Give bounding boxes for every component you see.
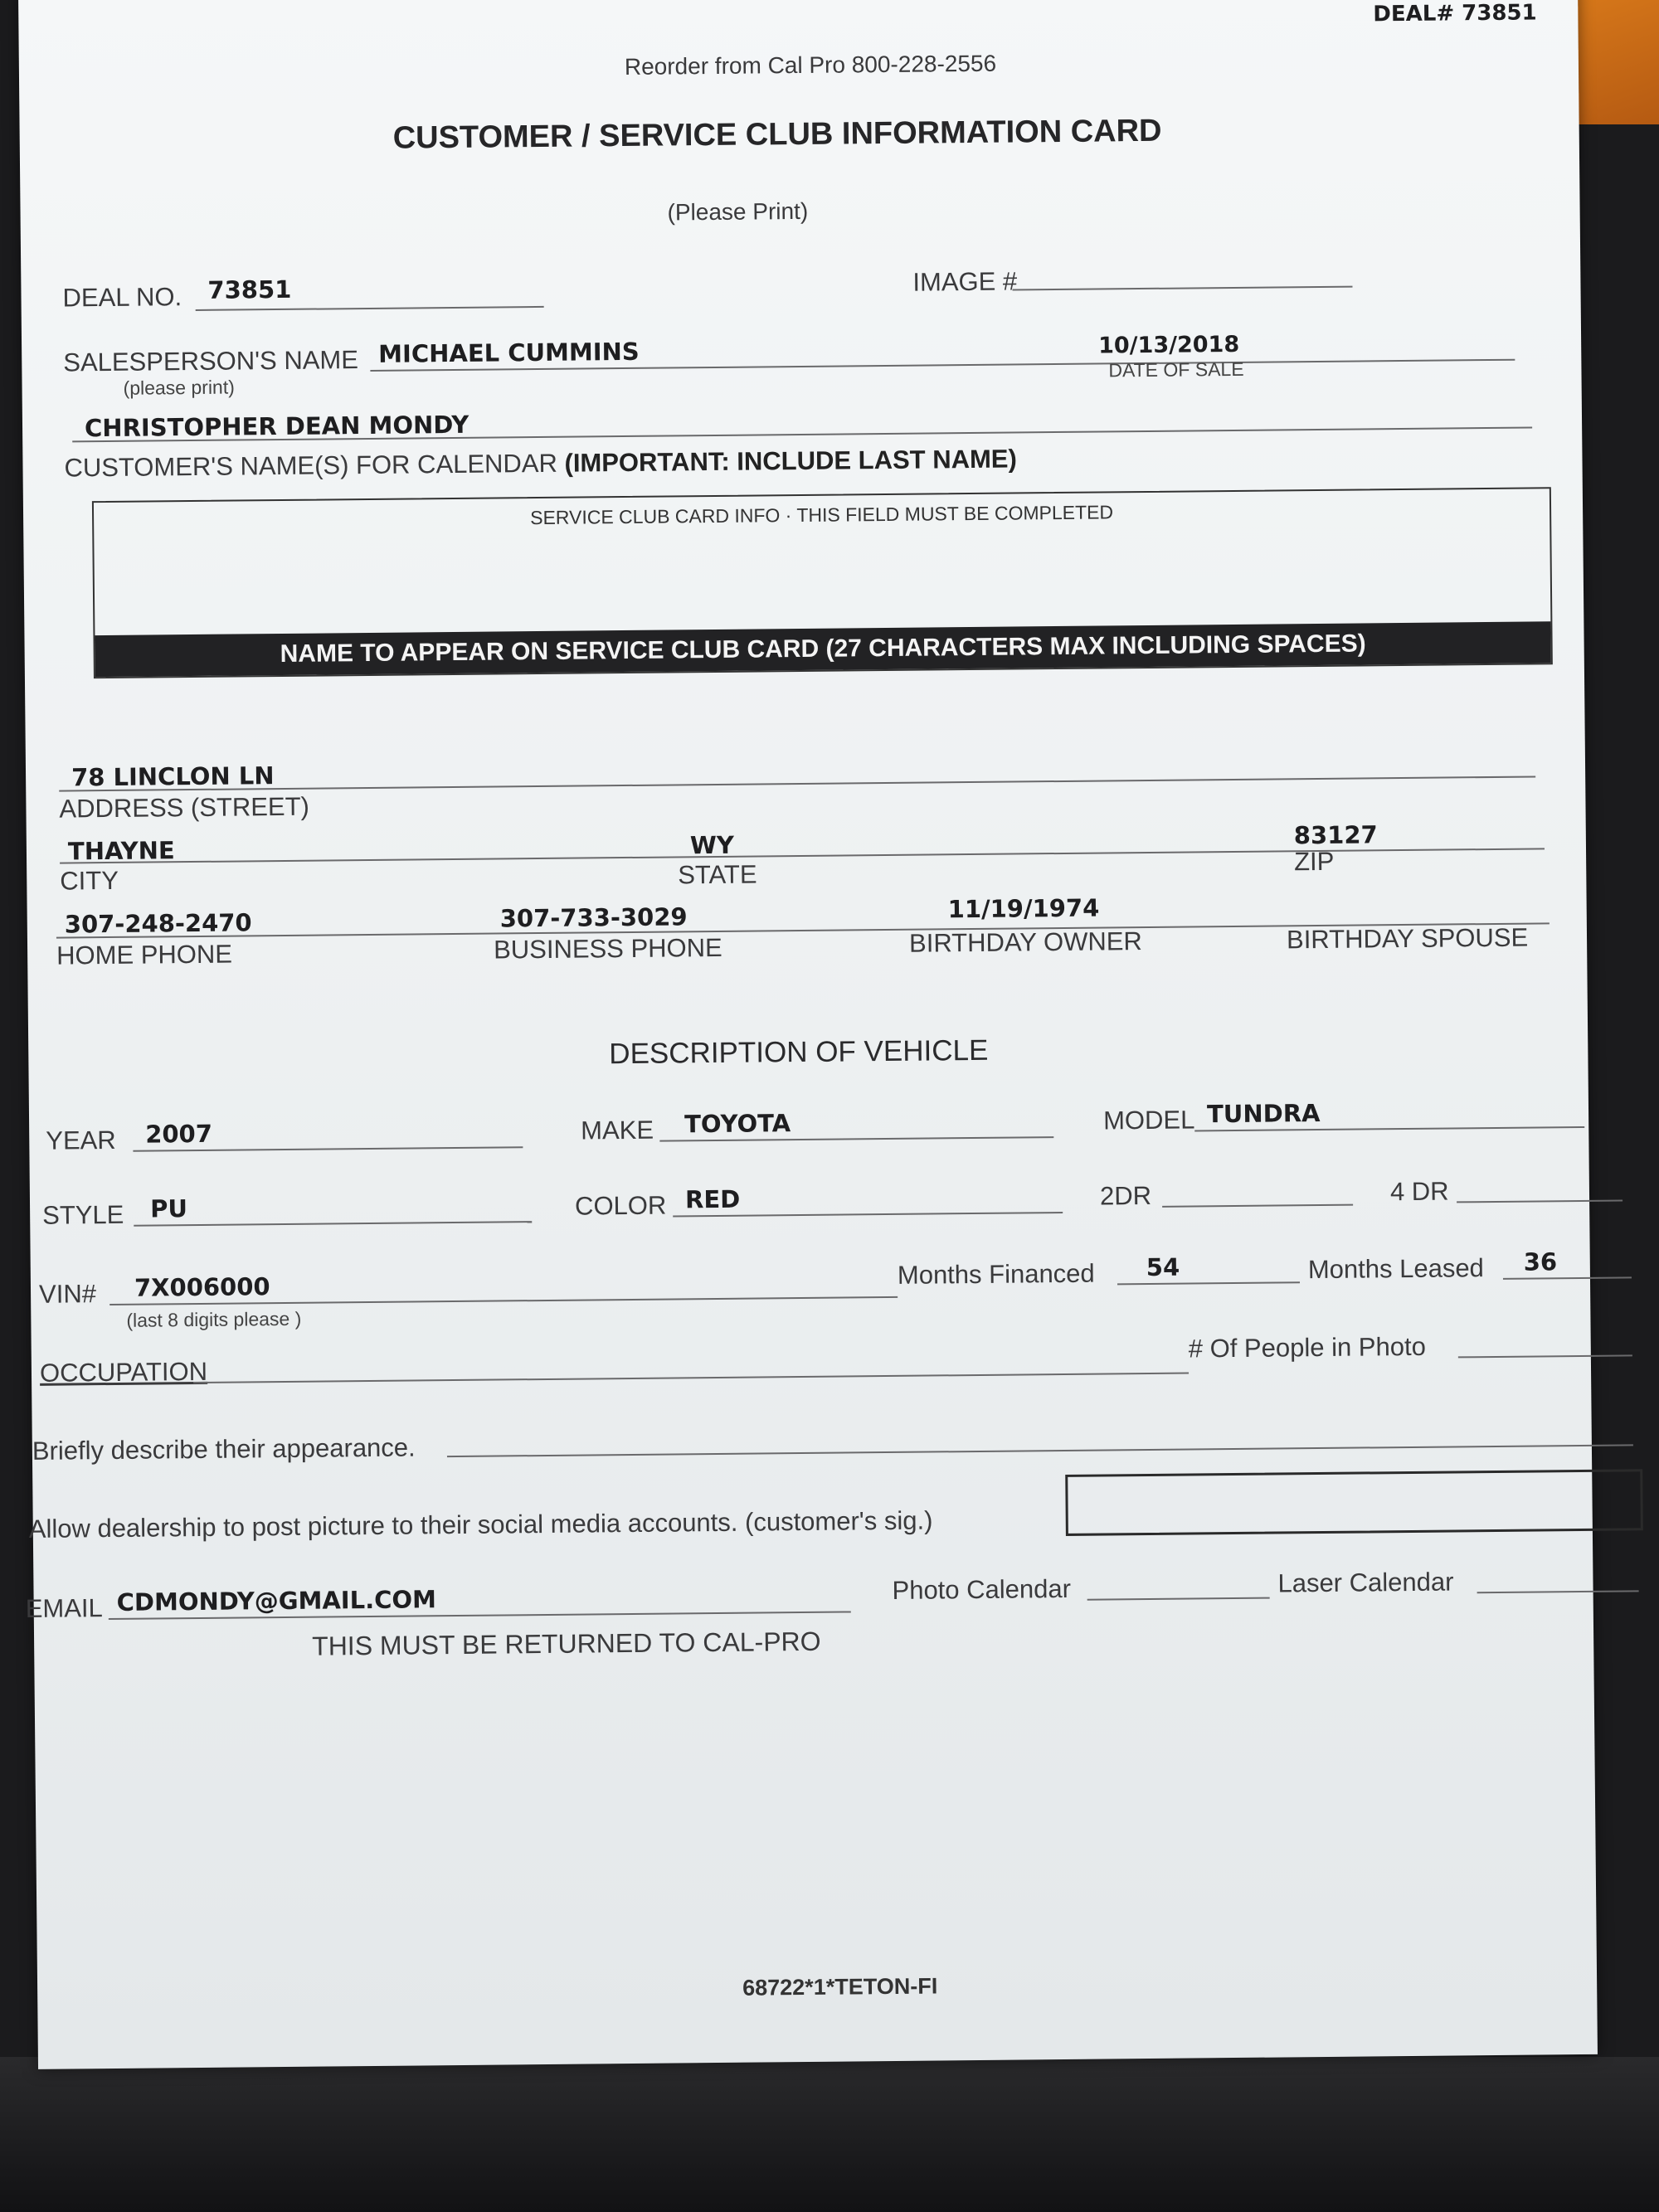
email-value[interactable]: CDMONDY@GMAIL.COM [116,1585,437,1616]
state-value[interactable]: WY [689,830,735,860]
laser-calendar-label: Laser Calendar [1277,1567,1454,1598]
date-of-sale-value[interactable]: 10/13/2018 [1098,331,1240,359]
style-label: STYLE [41,1199,124,1230]
months-financed-label: Months Financed [897,1258,1095,1290]
form-paper [18,0,1598,2069]
customer-name-label: CUSTOMER'S NAME(S) FOR CALENDAR (IMPORTANT: INCLUDE LAST NAME) [64,444,1017,483]
home-phone-label: HOME PHONE [56,939,233,970]
make-label: MAKE [581,1115,654,1145]
make-value[interactable]: TOYOTA [684,1109,791,1139]
address-label: ADDRESS (STREET) [59,791,310,824]
photo-calendar-label: Photo Calendar [892,1573,1072,1605]
business-phone-label: BUSINESS PHONE [493,932,722,965]
color-label: COLOR [574,1190,667,1221]
email-label: EMAIL [25,1593,103,1624]
business-phone-value[interactable]: 307-733-3029 [499,902,688,933]
model-value[interactable]: TUNDRA [1206,1098,1321,1129]
deal-stamp: DEAL# 73851 [1373,0,1537,27]
color-value[interactable]: RED [684,1184,741,1214]
service-club-box[interactable] [92,487,1553,678]
vin-value[interactable]: 7X006000 [134,1272,270,1302]
months-leased-label: Months Leased [1307,1253,1485,1285]
form-title: CUSTOMER / SERVICE CLUB INFORMATION CARD [392,113,1162,156]
service-club-header: SERVICE CLUB CARD INFO · THIS FIELD MUST BE COMPLETED [530,501,1114,529]
image-label: IMAGE # [912,266,1018,297]
reorder-note: Reorder from Cal Pro 800-228-2556 [624,50,997,80]
home-phone-value[interactable]: 307-248-2470 [64,908,252,939]
address-value[interactable]: 78 LINCLON LN [71,761,275,792]
people-in-photo-label: # Of People in Photo [1188,1331,1427,1364]
birthday-spouse-label: BIRTHDAY SPOUSE [1286,922,1529,955]
background-surface [0,2057,1659,2212]
footer-code: 68722*1*TETON-FI [742,1973,938,2001]
birthday-owner-label: BIRTHDAY OWNER [908,926,1142,958]
city-label: CITY [60,865,119,896]
signature-box[interactable] [1065,1469,1643,1536]
appearance-label: Briefly describe their appearance. [32,1432,416,1466]
four-door-label: 4 DR [1389,1176,1449,1207]
salesperson-hint: (please print) [123,376,235,399]
state-label: STATE [678,859,757,890]
birthday-owner-value[interactable]: 11/19/1974 [947,893,1100,924]
salesperson-value[interactable]: MICHAEL CUMMINS [378,337,640,368]
occupation-label: OCCUPATION [39,1356,208,1388]
vin-label: VIN# [38,1279,97,1309]
vehicle-heading: DESCRIPTION OF VEHICLE [609,1033,989,1071]
salesperson-label: SALESPERSON'S NAME [63,345,359,377]
date-of-sale-label: DATE OF SALE [1108,357,1244,382]
model-label: MODEL [1102,1105,1195,1135]
two-door-label: 2DR [1099,1180,1152,1211]
zip-label: ZIP [1293,846,1335,877]
return-note: THIS MUST BE RETURNED TO CAL-PRO [311,1626,821,1661]
year-label: YEAR [46,1125,116,1155]
months-leased-value[interactable]: 36 [1523,1247,1558,1276]
city-value[interactable]: THAYNE [67,836,175,866]
deal-no-value[interactable]: 73851 [207,275,292,304]
zip-value[interactable]: 83127 [1293,820,1378,850]
year-value[interactable]: 2007 [145,1119,213,1149]
customer-name-value[interactable]: CHRISTOPHER DEAN MONDY [84,410,469,443]
please-print-note: (Please Print) [667,197,809,226]
service-club-name-bar: NAME TO APPEAR ON SERVICE CLUB CARD (27 CHARACTERS MAX INCLUDING SPACES) [95,621,1550,677]
months-financed-value[interactable]: 54 [1146,1252,1180,1282]
vin-hint: (last 8 digits please ) [126,1307,302,1331]
style-value[interactable]: PU [149,1194,188,1223]
deal-no-label: DEAL NO. [62,282,182,313]
social-media-label: Allow dealership to post picture to their social media accounts. (customer's sig.) [28,1505,933,1544]
